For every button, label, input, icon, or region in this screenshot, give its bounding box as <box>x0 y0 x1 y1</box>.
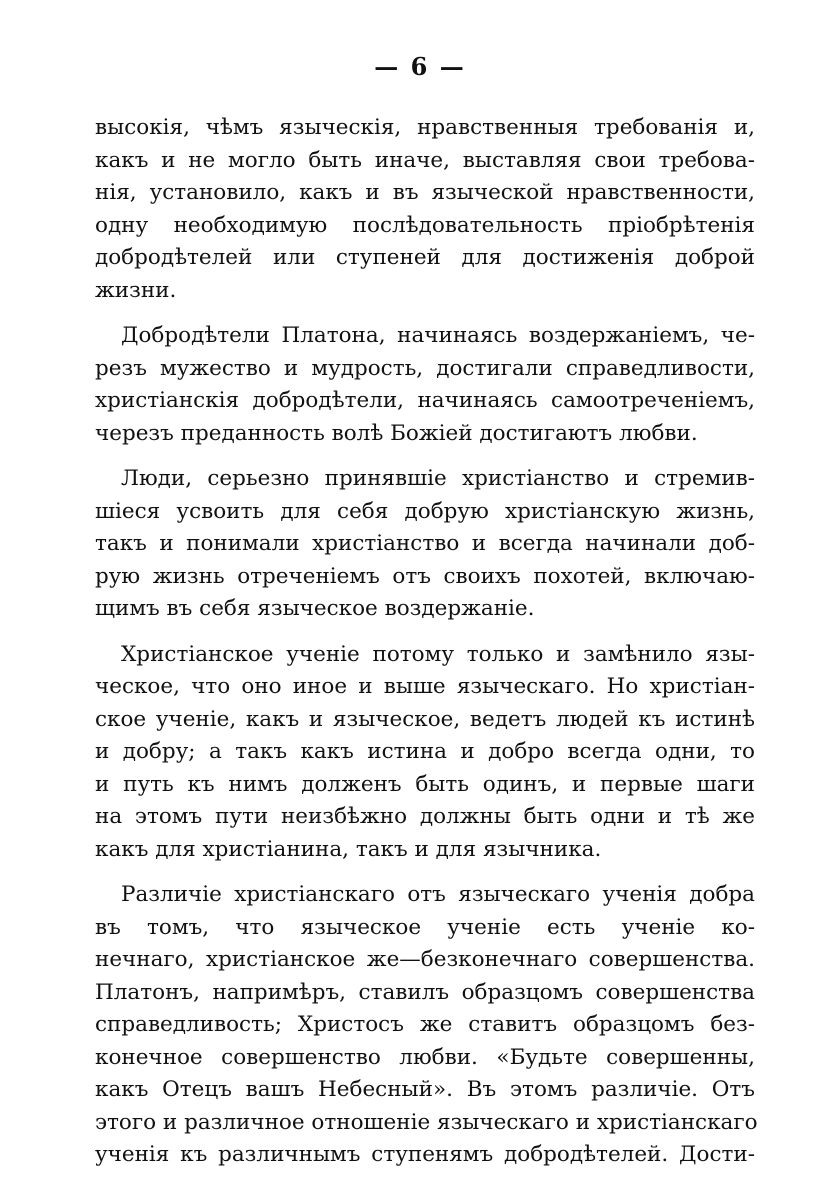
body-text <box>95 112 758 1185</box>
text-line: добродѣтелей или ступеней для достиженія доброй <box>95 245 755 270</box>
text-line: нія, установило, какъ и въ языческой нравственности, <box>95 180 755 205</box>
paragraph <box>95 320 755 450</box>
text-line: ученія къ различнымъ ступенямъ добродѣтелей. Дости- <box>95 1142 755 1167</box>
text-line: черезъ преданность волѣ Божіей достигаютъ любви. <box>95 420 698 446</box>
text-line: рую жизнь отреченіемъ отъ своихъ похотей, включаю- <box>95 563 755 589</box>
text-line: этого и различное отношеніе языческаго и христіанскаго <box>95 1109 758 1135</box>
paragraph <box>95 112 755 307</box>
text-line: и добру; а такъ какъ истина и добро всегда одни, то <box>95 739 755 764</box>
text-line: въ томъ, что языческое ученіе есть ученіе ко- <box>95 914 755 940</box>
paragraph <box>95 639 755 867</box>
text-line: христіанскія добродѣтели, начинаясь самоотреченіемъ, <box>95 388 755 413</box>
text-line: конечное совершенство любви. «Будьте совершенны, <box>95 1044 755 1070</box>
text-line: Различіе христіанскаго отъ языческаго ученія добра <box>121 882 755 907</box>
text-line: и путь къ нимъ долженъ быть одинъ, и первые шаги <box>95 771 755 797</box>
text-line: нечнаго, христіанское же—безконечнаго совершенства. <box>95 947 755 972</box>
text-line: какъ для христіанина, такъ и для язычника. <box>95 836 602 862</box>
text-line: высокія, чѣмъ языческія, нравственныя требованія и, <box>95 115 755 140</box>
text-line: ское ученіе, какъ и языческое, ведетъ людей къ истинѣ <box>95 706 755 732</box>
text-line: на этомъ пути неизбѣжно должны быть одни и тѣ же <box>95 804 755 829</box>
text-line: Платонъ, напримѣръ, ставилъ образцомъ совершенства <box>95 979 755 1005</box>
text-line: щимъ въ себя языческое воздержаніе. <box>95 596 535 621</box>
text-line: какъ Отецъ вашъ Небесный». Въ этомъ различіе. Отъ <box>95 1077 755 1102</box>
paragraph <box>95 463 755 626</box>
paragraph <box>95 879 758 1172</box>
text-line: Добродѣтели Платона, начинаясь воздержаніемъ, че- <box>121 323 755 348</box>
text-line: резъ мужество и мудрость, достигали справедливости, <box>95 355 755 381</box>
text-line: такъ и понимали христіанство и всегда начинали доб- <box>95 531 755 556</box>
text-line: какъ и не могло быть иначе, выставляя свои требова- <box>95 147 755 173</box>
text-line: жизни. <box>95 277 177 303</box>
text-line: шіеся усвоить для себя добрую христіанскую жизнь, <box>95 498 755 524</box>
text-line: ческое, что оно иное и выше языческаго. Но христіан- <box>95 674 755 699</box>
text-line: одну необходимую послѣдовательность пріобрѣтенія <box>95 212 755 238</box>
text-line: Люди, серьезно принявшіе христіанство и стремив- <box>121 466 755 491</box>
text-line: справедливость; Христосъ же ставитъ образцомъ без- <box>95 1012 755 1037</box>
page-number: — 6 — <box>374 52 466 81</box>
text-line: Христіанское ученіе потому только и замѣнило язы- <box>121 641 755 667</box>
